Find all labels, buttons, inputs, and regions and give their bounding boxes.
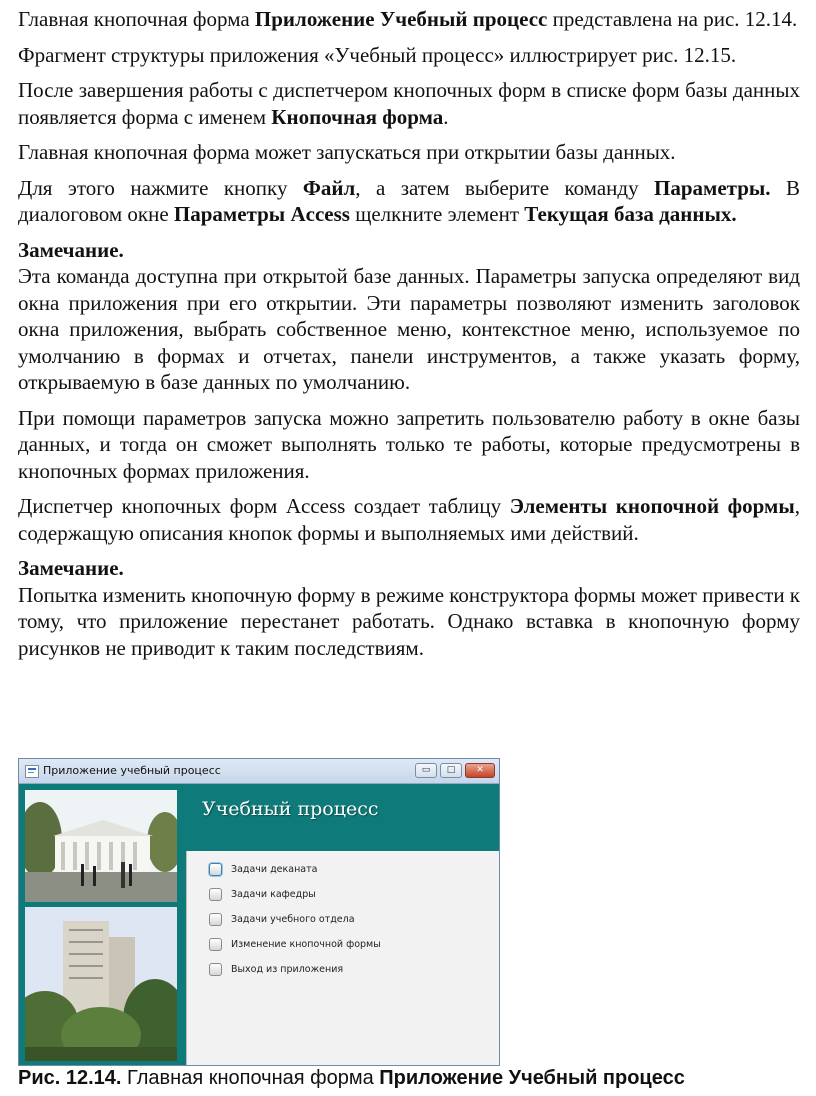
note-2-title: Замечание.: [18, 556, 124, 580]
university-building-photo: [25, 790, 177, 902]
minimize-button[interactable]: ▭: [415, 763, 437, 778]
window-title: Приложение учебный процесс: [43, 764, 221, 777]
switchboard-banner: [184, 784, 499, 851]
note-1-text: Эта команда доступна при открытой базе данных. Параметры запуска определяют вид окна приложения при его открытии. Эти параметры позволяют изменить заголовок окна приложения, выбрать собственное меню, контекстное меню, используемое по умолчанию в формах и отчетах, панели инструментов, а также указать форму, открываемую в базе данных по умолчанию.: [18, 264, 800, 394]
menu-item-button[interactable]: [209, 938, 222, 951]
switchboard-window: [18, 758, 500, 1066]
paragraph-6: При помощи параметров запуска можно запретить пользователю работу в окне базы данных, и тогда он сможет выполнять только те работы, которые предусмотрены в кнопочных формах приложения.: [18, 405, 800, 483]
form-icon: [25, 765, 39, 778]
switchboard-panel: [184, 784, 499, 1065]
note-1-title: Замечание.: [18, 237, 124, 262]
menu-item-label: Выход из приложения: [231, 964, 344, 975]
paragraph-3: После завершения работы с диспетчером кнопочных форм в списке форм базы данных появляется форма с именем Кнопочная форма.: [18, 78, 800, 129]
close-button[interactable]: ✕: [465, 763, 495, 778]
switchboard-title: Учебный процесс: [202, 798, 379, 820]
university-building-illustration: [25, 790, 177, 902]
menu-item-label: Изменение кнопочной формы: [231, 939, 381, 950]
menu-item-button[interactable]: [209, 863, 222, 876]
menu-item-button[interactable]: [209, 913, 222, 926]
note-2-text: Попытка изменить кнопочную форму в режиме конструктора формы может привести к тому, что приложение перестанет работать. Однако вставка в кнопочную форму рисунков не приводит к таким последствиям.: [18, 582, 801, 660]
switchboard-menu: [186, 851, 499, 1065]
window-titlebar[interactable]: [19, 759, 499, 784]
campus-building-illustration: [25, 907, 177, 1061]
paragraph-5: Для этого нажмите кнопку Файл, а затем выберите команду Параметры. В диалоговом окне Параметры Access щелкните элемент Текущая база данных.: [18, 175, 800, 226]
paragraph-2: Фрагмент структуры приложения «Учебный процесс» иллюстрирует рис. 12.15.: [18, 42, 737, 67]
figure-caption: Рис. 12.14. Главная кнопочная форма Приложение Учебный процесс: [18, 1067, 685, 1089]
paragraph-1: Главная кнопочная форма Приложение Учебный процесс представлена на рис. 12.14.: [18, 7, 798, 31]
body-text: [18, 6, 800, 670]
menu-item-label: Задачи учебного отдела: [231, 914, 355, 925]
paragraph-4: Главная кнопочная форма может запускаться при открытии базы данных.: [18, 140, 676, 164]
campus-building-photo: [25, 907, 177, 1061]
paragraph-7: Диспетчер кнопочных форм Access создает таблицу Элементы кнопочной формы, содержащую описания кнопок формы и выполняемых ими действий.: [18, 494, 800, 545]
menu-item-label: Задачи кафедры: [231, 889, 316, 900]
menu-item-button[interactable]: [209, 888, 222, 901]
maximize-button[interactable]: □: [440, 763, 462, 778]
menu-item-label: Задачи деканата: [231, 864, 318, 875]
menu-item-button[interactable]: [209, 963, 222, 976]
